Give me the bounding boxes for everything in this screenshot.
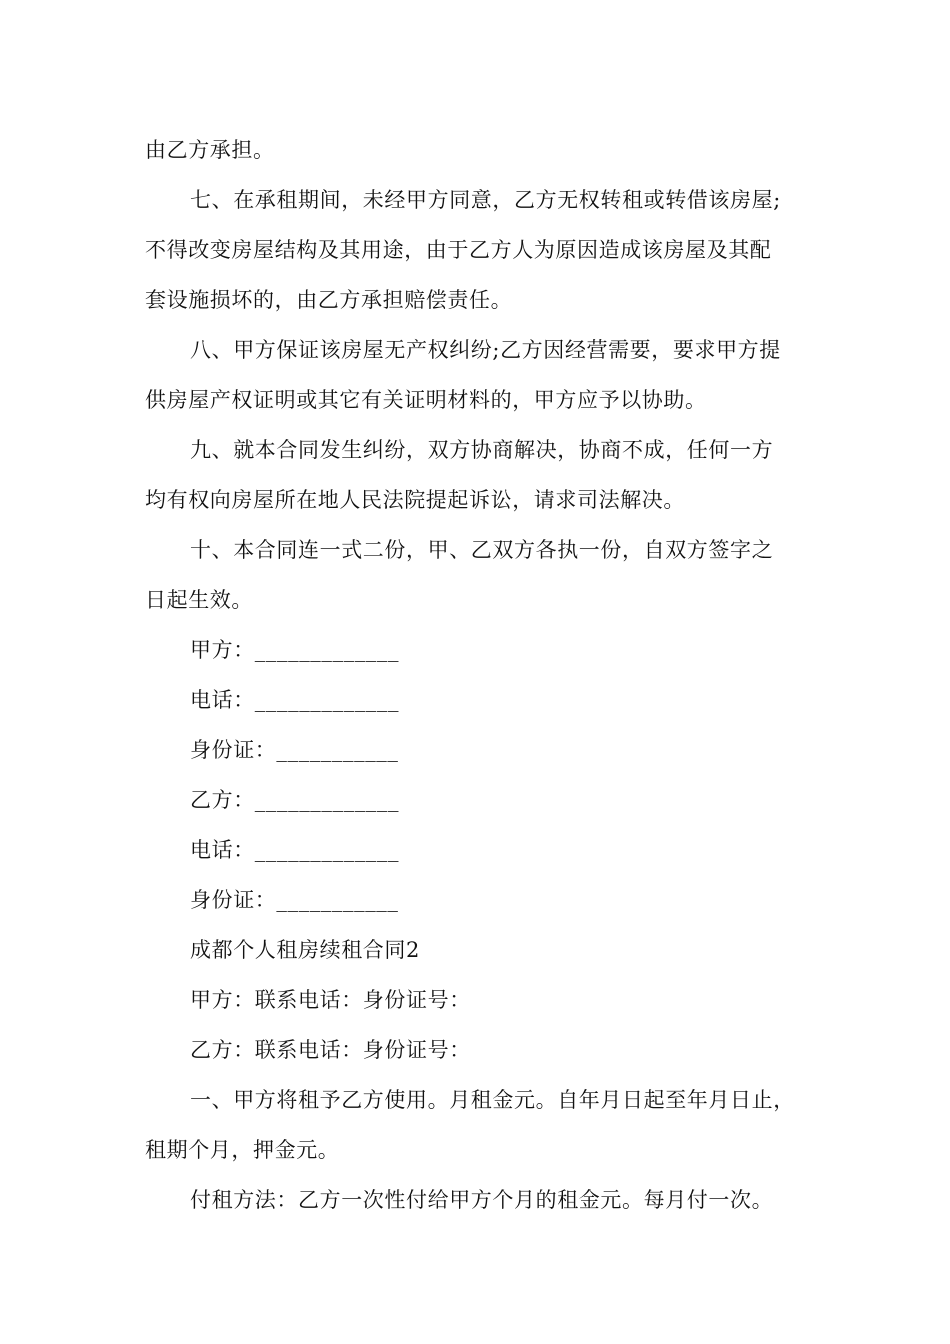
clause-10-line: 日起生效。 xyxy=(145,588,253,612)
clause-8-line: 八、甲方保证该房屋无产权纠纷;乙方因经营需要，要求甲方提 xyxy=(190,338,781,362)
clause-9-line: 九、就本合同发生纠纷，双方协商解决，协商不成，任何一方 xyxy=(190,438,774,462)
party-b-phone-line: 电话：_____________ xyxy=(190,838,400,862)
payment-method-line: 付租方法：乙方一次性付给甲方个月的租金元。每月付一次。 xyxy=(190,1188,774,1212)
clause-7-line: 套设施损坏的，由乙方承担赔偿责任。 xyxy=(145,288,513,312)
clause-9-line: 均有权向房屋所在地人民法院提起诉讼，请求司法解决。 xyxy=(145,488,685,512)
clause-7-line: 不得改变房屋结构及其用途，由于乙方人为原因造成该房屋及其配 xyxy=(145,238,772,262)
party-a-phone-line: 电话：_____________ xyxy=(190,688,400,712)
party-b-id-line: 身份证：___________ xyxy=(190,888,399,912)
clause-7-line: 七、在承租期间，未经甲方同意，乙方无权转租或转借该房屋; xyxy=(190,188,781,212)
contract-title: 成都个人租房续租合同2 xyxy=(190,938,420,962)
party-a-info-line: 甲方：联系电话：身份证号： xyxy=(190,988,471,1012)
party-b-info-line: 乙方：联系电话：身份证号： xyxy=(190,1038,471,1062)
clause-8-line: 供房屋产权证明或其它有关证明材料的，甲方应予以协助。 xyxy=(145,388,707,412)
party-a-signature-line: 甲方：_____________ xyxy=(190,638,400,662)
paragraph-line: 由乙方承担。 xyxy=(145,138,275,162)
clause-10-line: 十、本合同连一式二份，甲、乙双方各执一份，自双方签字之 xyxy=(190,538,774,562)
clause-1-line: 租期个月，押金元。 xyxy=(145,1138,340,1162)
party-b-signature-line: 乙方：_____________ xyxy=(190,788,400,812)
clause-1-line: 一、甲方将租予乙方使用。月租金元。自年月日起至年月日止， xyxy=(190,1088,795,1112)
party-a-id-line: 身份证：___________ xyxy=(190,738,399,762)
